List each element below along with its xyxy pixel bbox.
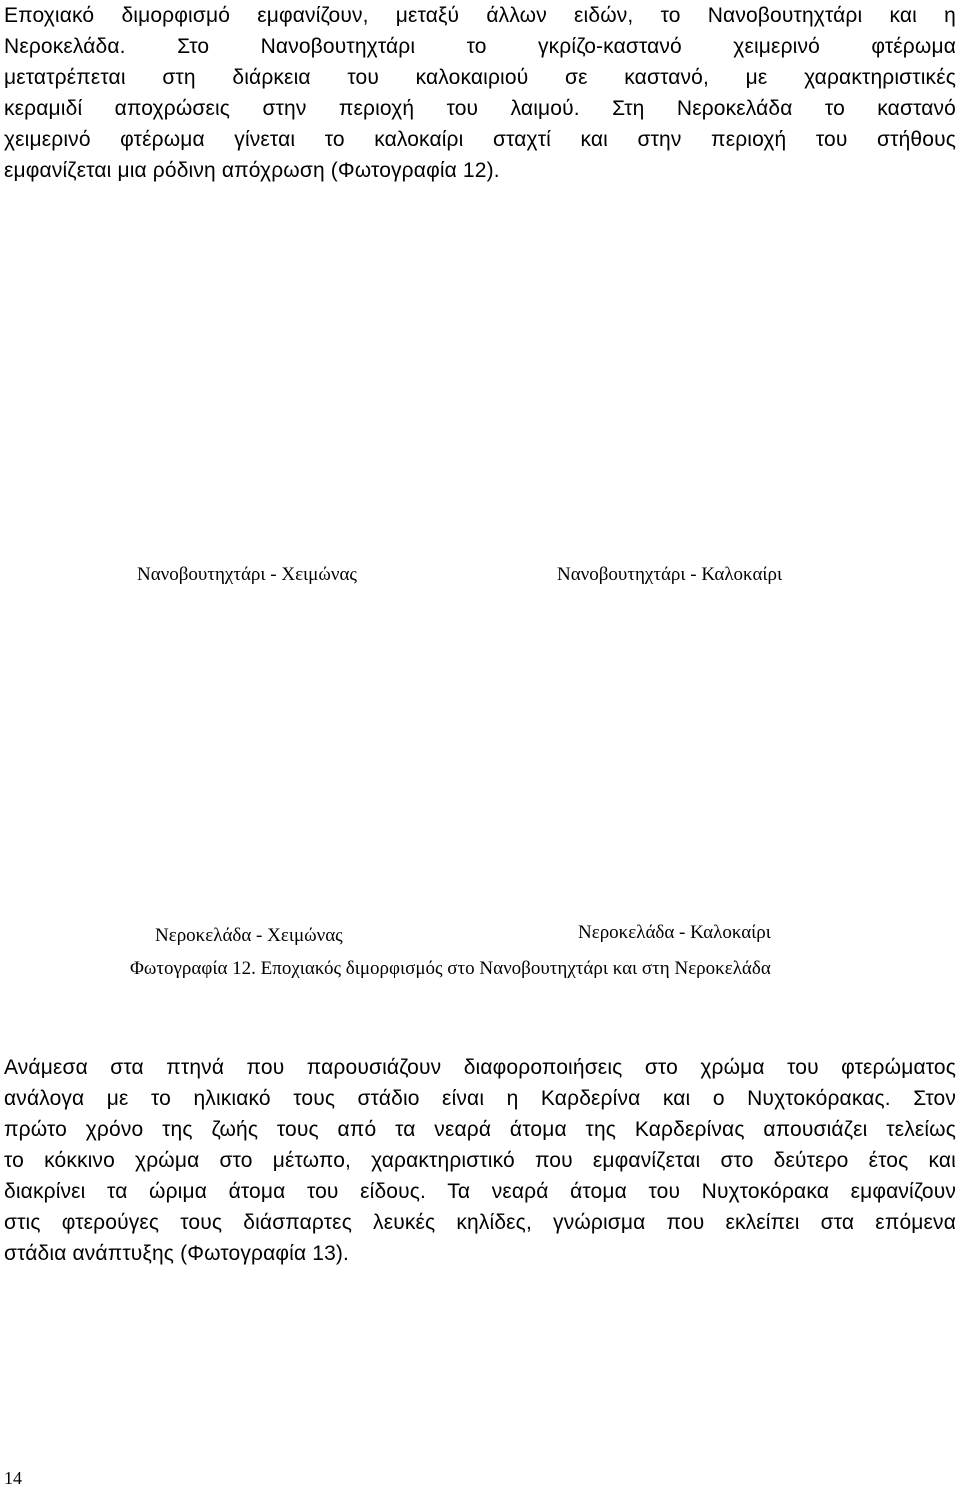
photo-label-nano-winter: Νανοβουτηχτάρι - Χειμώνας <box>137 564 357 585</box>
text-line: στάδια ανάπτυξης (Φωτογραφία 13). <box>4 1242 350 1265</box>
text-line: Εποχιακό διμορφισμό εμφανίζουν, μεταξύ άλλων ειδών, το Νανοβουτηχτάρι και η <box>4 4 956 27</box>
photo-label-nero-winter: Νεροκελάδα - Χειμώνας <box>155 925 343 946</box>
text-line: το κόκκινο χρώμα στο μέτωπο, χαρακτηριστικό που εμφανίζεται στο δεύτερο έτος και <box>4 1149 956 1172</box>
text-line: Νεροκελάδα. Στο Νανοβουτηχτάρι το γκρίζο-καστανό χειμερινό φτέρωμα <box>4 35 956 58</box>
photo-placeholder-nano-summer <box>540 250 840 550</box>
photo-placeholder-nero-summer <box>540 610 840 910</box>
text-line: εμφανίζεται μια ρόδινη απόχρωση (Φωτογραφία 12). <box>4 159 500 182</box>
photo-label-nero-summer: Νεροκελάδα - Καλοκαίρι <box>578 922 771 943</box>
photo-placeholder-nero-winter <box>120 610 420 910</box>
photo-placeholder-nano-winter <box>120 250 420 550</box>
text-line: Ανάμεσα στα πτηνά που παρουσιάζουν διαφοροποιήσεις στο χρώμα του φτερώματος <box>4 1056 956 1079</box>
paragraph-seasonal-dimorphism <box>4 0 956 186</box>
text-line: μετατρέπεται στη διάρκεια του καλοκαιριού σε καστανό, με χαρακτηριστικές <box>4 66 956 89</box>
text-line: χειμερινό φτέρωμα γίνεται το καλοκαίρι σταχτί και στην περιοχή του στήθους <box>4 128 956 151</box>
paragraph-age-variation <box>4 1052 956 1269</box>
figure-caption: Φωτογραφία 12. Εποχιακός διμορφισμός στο Νανοβουτηχτάρι και στη Νεροκελάδα <box>130 958 771 979</box>
photo-label-nano-summer: Νανοβουτηχτάρι - Καλοκαίρι <box>557 564 783 585</box>
page-number: 14 <box>4 1468 22 1488</box>
text-line: κεραμιδί αποχρώσεις στην περιοχή του λαιμού. Στη Νεροκελάδα το καστανό <box>4 97 956 120</box>
text-line: στις φτερούγες τους διάσπαρτες λευκές κηλίδες, γνώρισμα που εκλείπει στα επόμενα <box>4 1211 956 1234</box>
text-line: διακρίνει τα ώριμα άτομα του είδους. Τα νεαρά άτομα του Νυχτοκόρακα εμφανίζουν <box>4 1180 956 1203</box>
text-line: πρώτο χρόνο της ζωής τους από τα νεαρά άτομα της Καρδερίνας απουσιάζει τελείως <box>4 1118 956 1141</box>
text-line: ανάλογα με το ηλικιακό τους στάδιο είναι η Καρδερίνα και ο Νυχτοκόρακας. Στον <box>4 1087 956 1110</box>
